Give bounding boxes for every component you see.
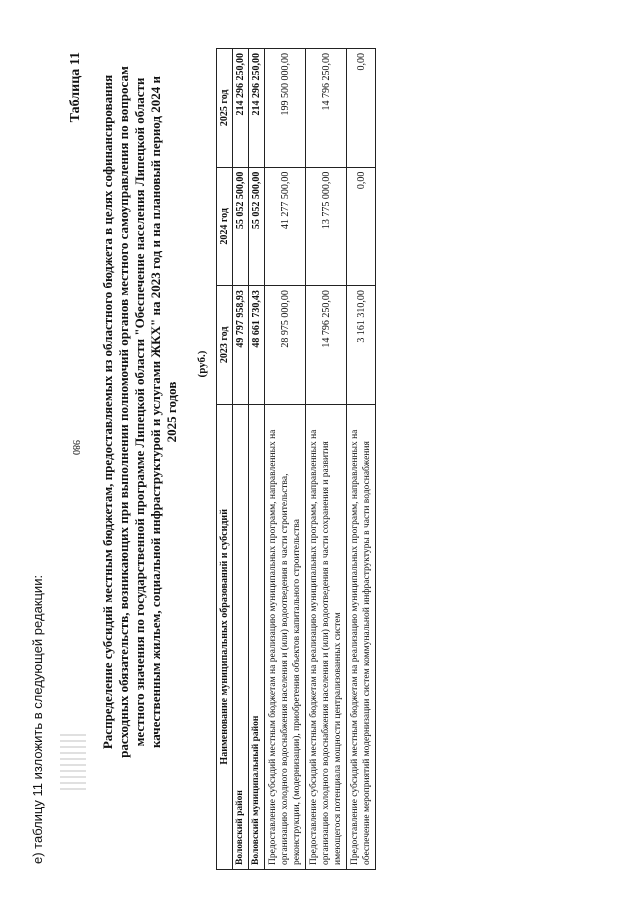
row-2023: 3 161 310,00: [347, 286, 376, 405]
row-name: Воловский район: [233, 404, 249, 869]
scan-smudge: [60, 730, 86, 790]
row-name: Предоставление субсидий местным бюджетам на реализацию муниципальных программ, направленных на обеспечение мероприятий модернизации систем коммунальной инфраструктуры в части водоснабжения: [347, 404, 376, 869]
units-label: (руб.): [196, 350, 208, 378]
table-row: [233, 49, 249, 870]
table-row: [347, 49, 376, 870]
table-label: Таблица 11: [68, 52, 83, 123]
row-2024: 55 052 500,00: [249, 167, 265, 286]
row-2025: 214 296 250,00: [249, 49, 265, 168]
row-2025: 199 500 000,00: [265, 49, 306, 168]
document-title: Распределение субсидий местным бюджетам, предоставляемых из областного бюджета в целях софинансирования расходных обязательств, возникающих при выполнении полномочий органов местного самоуправления по вопросам местного значения по государственной программе Липецкой области "Обеспечение населения Липецкой области качественным жильем, социальной инфраструктурой и услугами ЖКХ" на 2023 год и на плановый период 2024 и 2025 годов: [100, 66, 179, 758]
row-2025: 14 796 250,00: [306, 49, 347, 168]
row-2024: 0,00: [347, 167, 376, 286]
row-2025: 0,00: [347, 49, 376, 168]
header-2025: 2025 год: [217, 49, 233, 168]
page-number: 980: [70, 440, 81, 455]
header-2024: 2024 год: [217, 167, 233, 286]
row-2024: 55 052 500,00: [233, 167, 249, 286]
table-header-row: [217, 49, 233, 870]
table-row: [249, 49, 265, 870]
table-row: [265, 49, 306, 870]
row-2023: 49 797 958,93: [233, 286, 249, 405]
row-2024: 13 775 000,00: [306, 167, 347, 286]
header-name: Наименование муниципальных образований и субсидий: [217, 404, 233, 869]
rotated-page: [20, 22, 620, 882]
intro-text: е) таблицу 11 изложить в следующей редакции:: [30, 574, 45, 864]
row-2024: 41 277 500,00: [265, 167, 306, 286]
row-name: Воловский муниципальный район: [249, 404, 265, 869]
subsidy-table: [216, 48, 376, 870]
row-name: Предоставление субсидий местным бюджетам на реализацию муниципальных программ, направленных на организацию холодного водоснабжения населения и (или) водоотведения в части строительства, реконструкции, (модернизации), приобретения объектов капитального строительства: [265, 404, 306, 869]
row-2023: 14 796 250,00: [306, 286, 347, 405]
row-2025: 214 296 250,00: [233, 49, 249, 168]
row-2023: 48 661 730,43: [249, 286, 265, 405]
header-2023: 2023 год: [217, 286, 233, 405]
row-name: Предоставление субсидий местным бюджетам на реализацию муниципальных программ, направленных на организацию холодного водоснабжения населения и (или) водоотведения в части сохранения и развития имеющегося потенциала мощности централизованных систем: [306, 404, 347, 869]
table-row: [306, 49, 347, 870]
row-2023: 28 975 000,00: [265, 286, 306, 405]
